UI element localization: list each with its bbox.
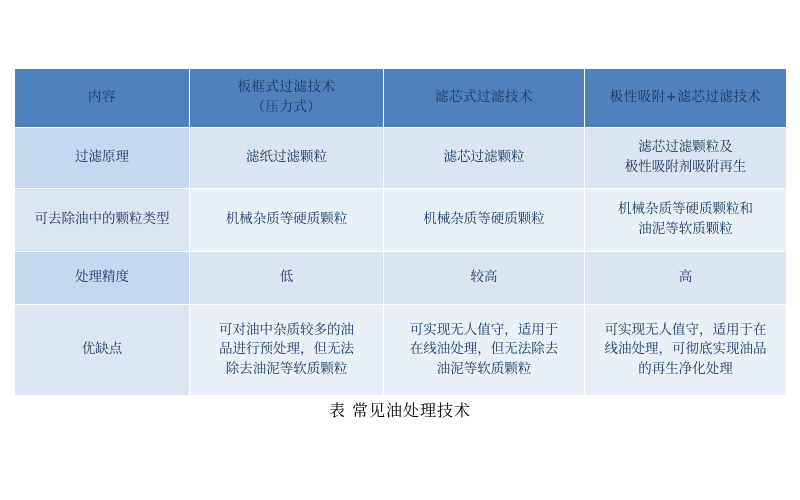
header-text-3: 极性吸附+滤芯过滤技术 — [609, 89, 762, 106]
cell-r2-c1: 低 — [190, 252, 384, 305]
table-header-cell-cartridge — [384, 69, 585, 128]
cell-r2-c3: 高 — [585, 252, 787, 305]
cell-r0-c1: 滤纸过滤颗粒 — [190, 128, 384, 189]
table-header — [15, 69, 787, 128]
table-row — [15, 305, 787, 396]
header-text-2: 滤芯式过滤技术 — [435, 89, 533, 106]
row-label-filter-principle: 过滤原理 — [15, 128, 190, 189]
table-row — [15, 189, 787, 252]
header-text-1: 板框式过滤技术 （压力式） — [237, 79, 336, 115]
tech-comparison-table — [14, 68, 787, 396]
table-body — [15, 128, 787, 396]
row-label-precision: 处理精度 — [15, 252, 190, 305]
cell-r1-c1: 机械杂质等硬质颗粒 — [190, 189, 384, 252]
header-text-0: 内容 — [88, 89, 116, 106]
row-label-particle-types: 可去除油中的颗粒类型 — [15, 189, 190, 252]
cell-r3-c3: 可实现无人值守，适用于在 线油处理，可彻底实现油品 的再生净化处理 — [585, 305, 787, 396]
table-row — [15, 252, 787, 305]
table-header-cell-polar-adsorption — [585, 69, 787, 128]
cell-r2-c2: 较高 — [384, 252, 585, 305]
table-header-cell-content — [15, 69, 190, 128]
table-row — [15, 128, 787, 189]
cell-r3-c1: 可对油中杂质较多的油 品进行预处理，但无法 除去油泥等软质颗粒 — [190, 305, 384, 396]
table-header-cell-plate-frame — [190, 69, 384, 128]
cell-r0-c2: 滤芯过滤颗粒 — [384, 128, 585, 189]
cell-r1-c3: 机械杂质等硬质颗粒和 油泥等软质颗粒 — [585, 189, 787, 252]
row-label-pros-cons: 优缺点 — [15, 305, 190, 396]
table-caption: 表 常见油处理技术 — [328, 401, 472, 420]
cell-r0-c3: 滤芯过滤颗粒及 极性吸附剂吸附再生 — [585, 128, 787, 189]
table-header-row — [15, 69, 787, 128]
cell-r3-c2: 可实现无人值守，适用于 在线油处理，但无法除去 油泥等软质颗粒 — [384, 305, 585, 396]
tech-comparison-table-wrapper — [14, 68, 786, 396]
cell-r1-c2: 机械杂质等硬质颗粒 — [384, 189, 585, 252]
